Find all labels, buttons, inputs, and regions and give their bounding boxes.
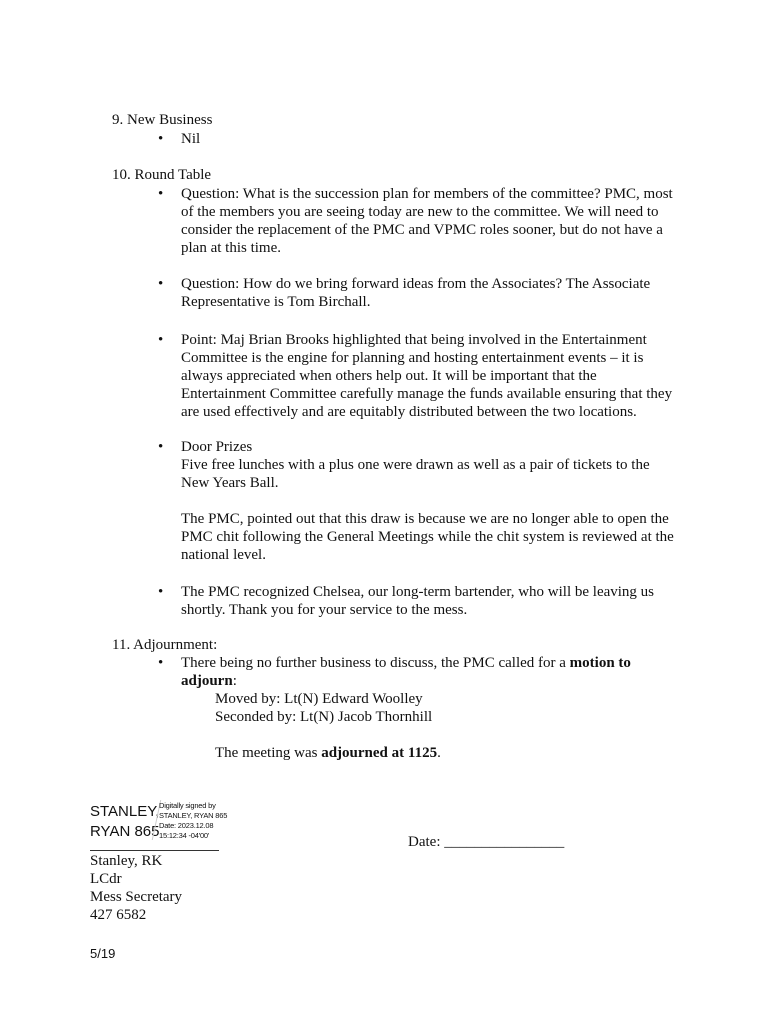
adjourned-text-post: . bbox=[437, 745, 441, 761]
section-11-title: 11. Adjournment: bbox=[112, 637, 218, 653]
date-field: Date: ________________ bbox=[408, 834, 565, 850]
signature-line bbox=[90, 850, 219, 851]
bullet-icon: • bbox=[158, 439, 164, 455]
bullet-icon: • bbox=[158, 332, 164, 348]
signer-role: Mess Secretary bbox=[90, 889, 183, 905]
motion-to-adjourn: motion to adjourn bbox=[181, 655, 631, 689]
bullet-icon: • bbox=[158, 584, 164, 600]
door-prizes-note: The PMC, pointed out that this draw is because we are no longer able to open the PMC chit following the General Meetings while the chit system is reviewed at the national level. bbox=[181, 511, 674, 563]
adjourned-text-pre: The meeting was bbox=[215, 745, 322, 761]
digital-signed-line1: Digitally signed by bbox=[159, 801, 216, 810]
digital-signature[interactable] bbox=[90, 798, 230, 848]
bullet-icon: • bbox=[158, 276, 164, 292]
moved-by: Moved by: Lt(N) Edward Woolley bbox=[215, 691, 423, 707]
digital-signed-line3: Date: 2023.12.08 bbox=[159, 821, 214, 830]
section-10-title: 10. Round Table bbox=[112, 167, 212, 183]
round-table-question-associates: Question: How do we bring forward ideas from the Associates? The Associate Representative is Tom Birchall. bbox=[181, 276, 651, 310]
adjourned-time: adjourned at 1125 bbox=[321, 745, 438, 761]
bullet-icon: • bbox=[158, 131, 164, 147]
page-number: 5/19 bbox=[90, 946, 116, 961]
signature-name-line1: STANLEY, bbox=[90, 803, 160, 820]
adjournment-text-pre: There being no further business to discuss, the PMC called for a bbox=[181, 655, 570, 671]
door-prizes-detail: Five free lunches with a plus one were drawn as well as a pair of tickets to the New Years Ball. bbox=[181, 457, 650, 491]
section-9-title: 9. New Business bbox=[112, 112, 213, 128]
signer-phone: 427 6582 bbox=[90, 907, 147, 923]
bullet-icon: • bbox=[158, 186, 164, 202]
round-table-point-entertainment: Point: Maj Brian Brooks highlighted that being involved in the Entertainment Committee is the engine for planning and hosting entertainment events – it is always appreciated when others help out. It will be important that the Entertainment Committee carefully manage the funds available ensuring that they are used effectively and are equitably distributed between the two locations. bbox=[181, 332, 673, 420]
digital-signed-line2: STANLEY, RYAN 865 bbox=[159, 811, 228, 820]
adjournment-text-post: : bbox=[232, 673, 237, 689]
round-table-bartender-recognition: The PMC recognized Chelsea, our long-term bartender, who will be leaving us shortly. Thank you for your service to the mess. bbox=[181, 584, 655, 618]
seconded-by: Seconded by: Lt(N) Jacob Thornhill bbox=[215, 709, 433, 725]
signer-rank: LCdr bbox=[90, 871, 122, 887]
round-table-question-succession: Question: What is the succession plan for members of the committee? PMC, most of the members you are seeing today are new to the committee. We will need to consider the replacement of the PMC and VPMC roles sooner, but do not have a plan at this time. bbox=[181, 186, 673, 256]
adjournment-motion bbox=[181, 654, 681, 690]
signature-name-line2: RYAN 865 bbox=[90, 823, 160, 840]
section-9-bullet-nil: Nil bbox=[181, 131, 201, 147]
adjourned-statement bbox=[215, 744, 441, 762]
bullet-icon: • bbox=[158, 655, 164, 671]
digital-signed-line4: 15:12:34 -04'00' bbox=[159, 831, 210, 840]
signer-name: Stanley, RK bbox=[90, 853, 163, 869]
round-table-door-prizes: Door Prizes bbox=[181, 439, 253, 455]
